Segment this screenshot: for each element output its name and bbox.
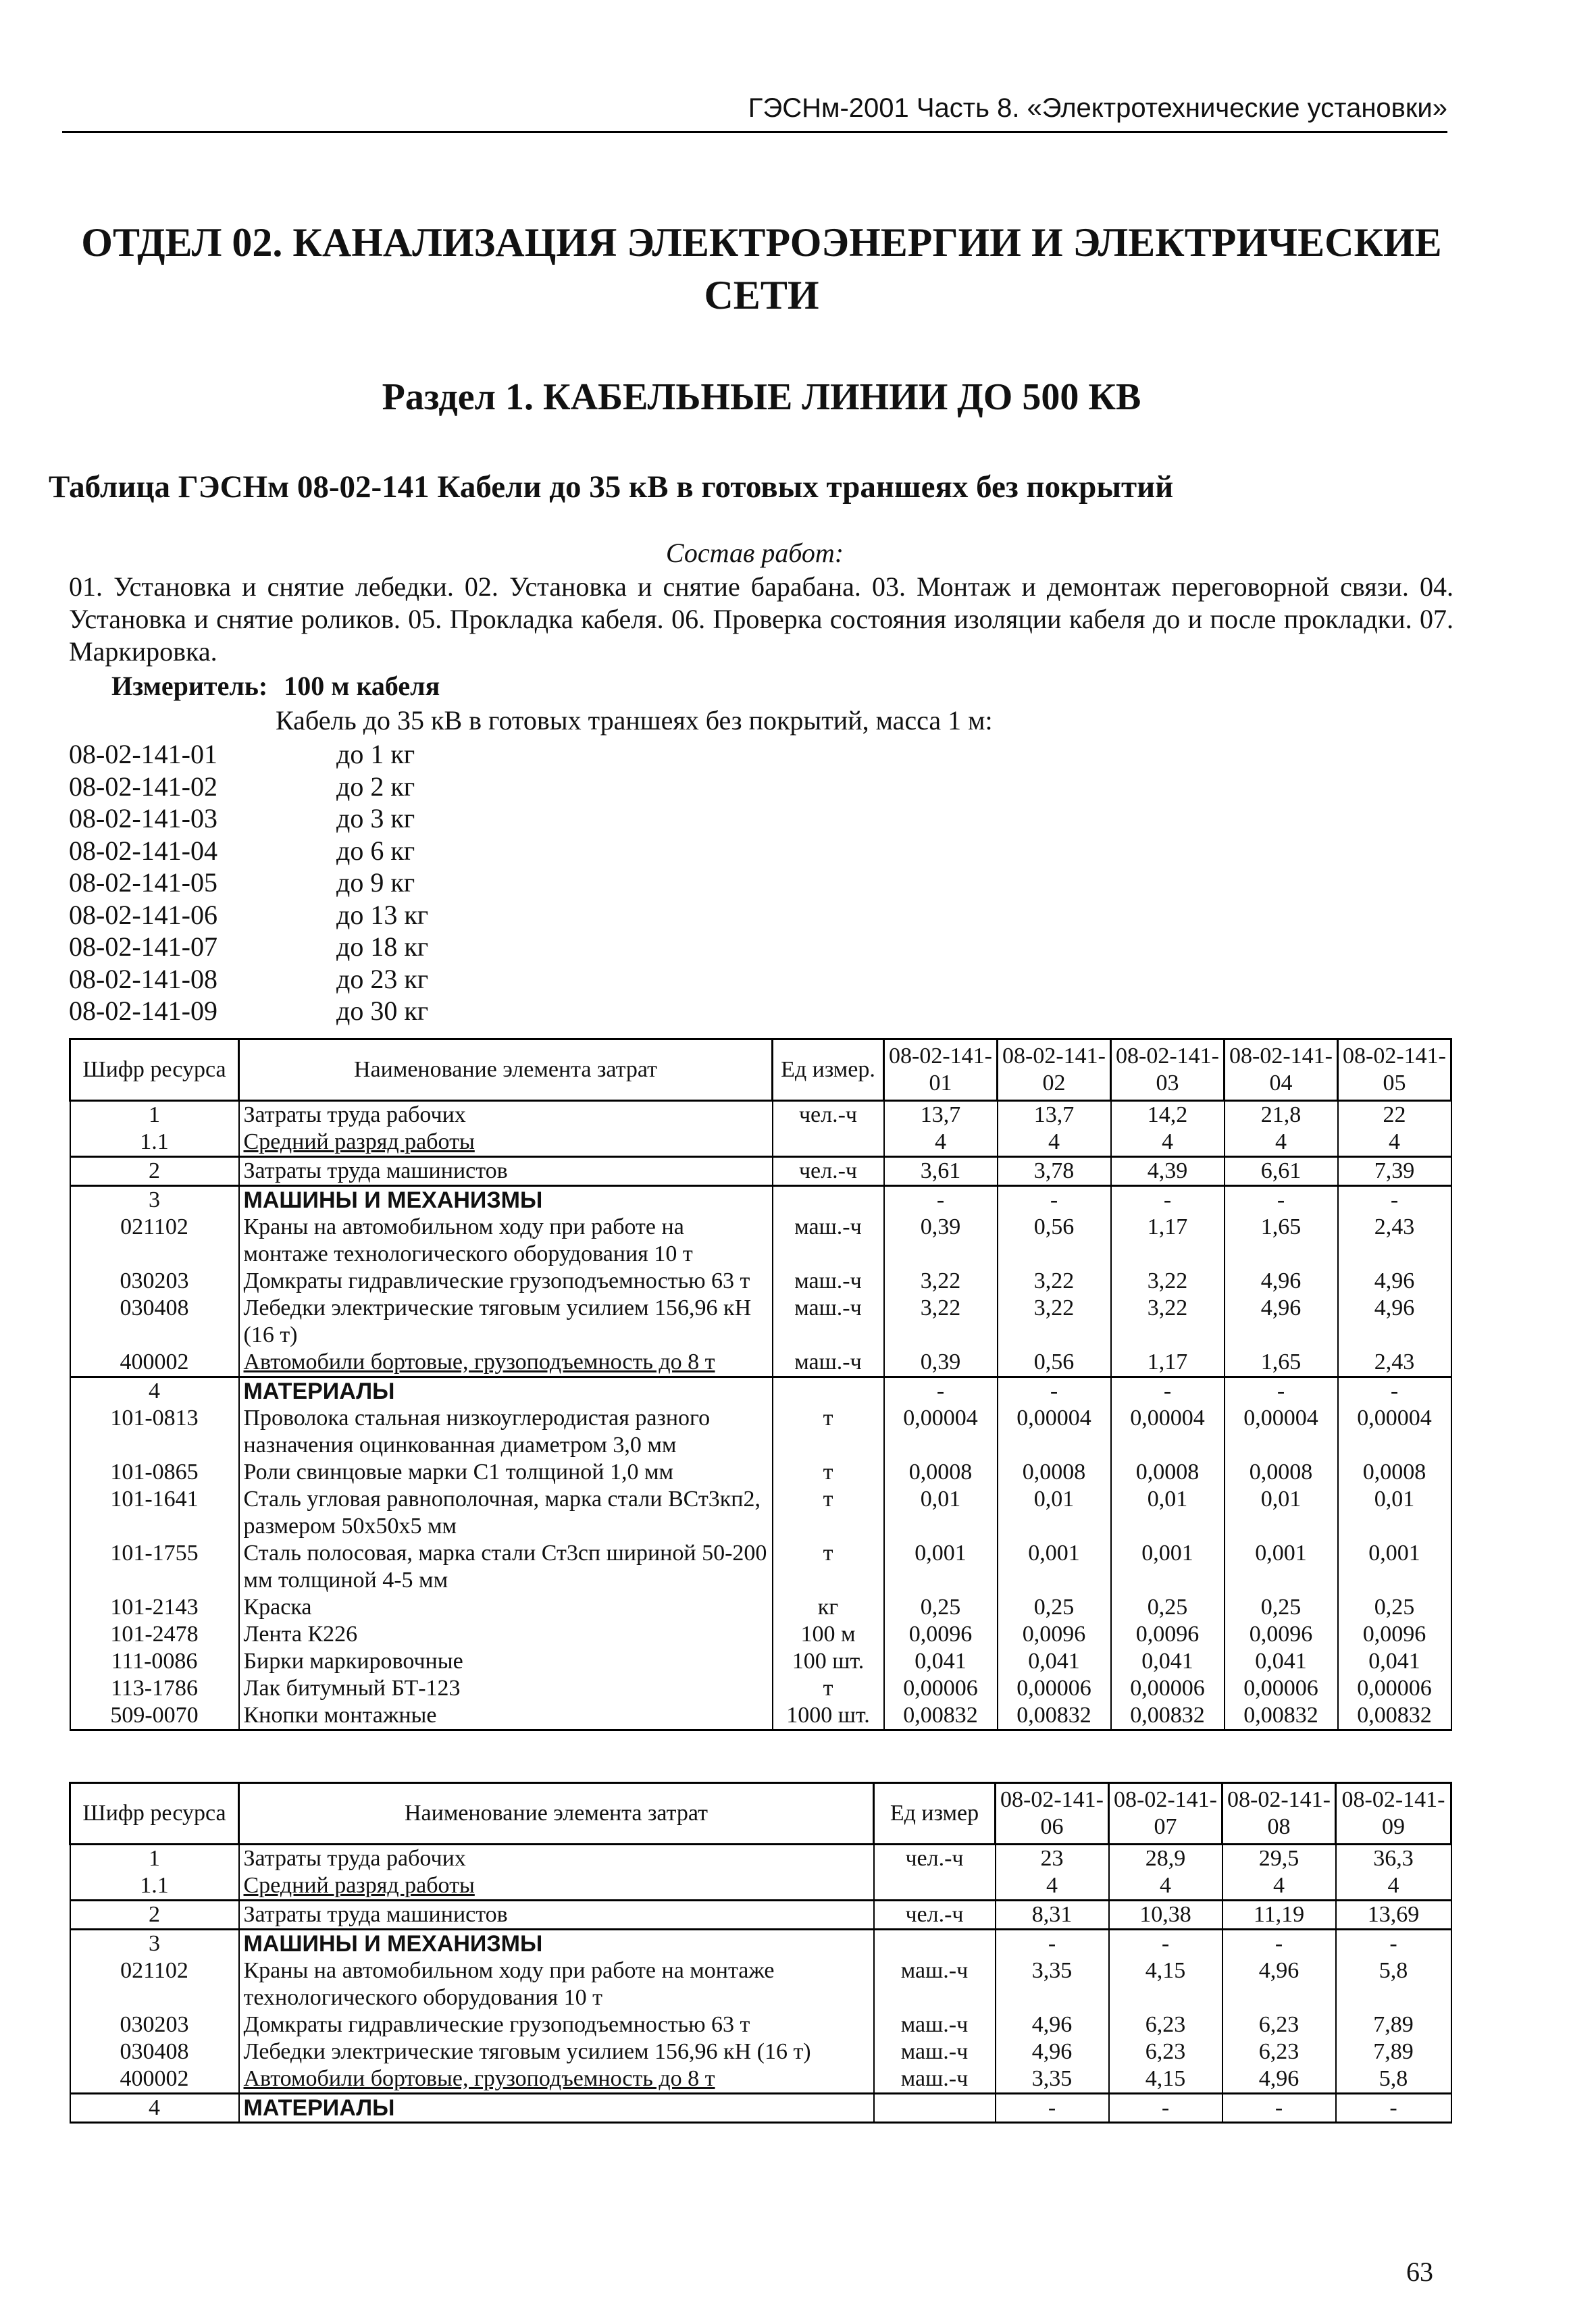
header-code-cell: 08-02-141-08 bbox=[1222, 1783, 1336, 1845]
resource-value: 0,00006 bbox=[1338, 1675, 1451, 1702]
resource-value: - bbox=[996, 2094, 1109, 2123]
resource-value: 0,041 bbox=[884, 1648, 998, 1675]
resource-name: Проволока стальная низкоуглеродистая разного назначения оцинкованная диаметром 3,0 мм bbox=[239, 1405, 773, 1459]
resource-value: 3,22 bbox=[1111, 1295, 1225, 1349]
resource-value: 3,22 bbox=[884, 1295, 998, 1349]
code-description: до 23 кг bbox=[336, 963, 429, 994]
code-number: 08-02-141-07 bbox=[69, 931, 217, 962]
resource-value: - bbox=[884, 1377, 998, 1406]
resource-value: 0,00832 bbox=[884, 1702, 998, 1730]
table-row bbox=[70, 2094, 1451, 2123]
table-row bbox=[70, 1459, 1451, 1486]
resource-value: - bbox=[1338, 1186, 1451, 1214]
resource-unit: т bbox=[773, 1459, 884, 1486]
header-code-cell: 08-02-141-01 bbox=[884, 1039, 998, 1101]
resource-value: 3,61 bbox=[884, 1157, 998, 1186]
table-row bbox=[70, 2011, 1451, 2038]
resource-code: 1.1 bbox=[70, 1129, 239, 1157]
resource-value: 0,00004 bbox=[1338, 1405, 1451, 1459]
resource-value: - bbox=[998, 1186, 1111, 1214]
header-code-cell: 08-02-141-06 bbox=[996, 1783, 1109, 1845]
code-row bbox=[69, 899, 428, 931]
table-row bbox=[70, 1930, 1451, 1958]
table-row bbox=[70, 1349, 1451, 1377]
resource-value: 3,22 bbox=[998, 1268, 1111, 1295]
resource-value: - bbox=[1109, 1930, 1222, 1958]
resource-value: 4,96 bbox=[1338, 1268, 1451, 1295]
header-cell: Шифр ресурса bbox=[70, 1783, 239, 1845]
resource-name: МАШИНЫ И МЕХАНИЗМЫ bbox=[239, 1930, 874, 1958]
resource-unit: т bbox=[773, 1486, 884, 1540]
resource-value: 0,00832 bbox=[1111, 1702, 1225, 1730]
resource-value: 2,43 bbox=[1338, 1349, 1451, 1377]
code-description: до 2 кг bbox=[336, 771, 415, 802]
resource-value: 4,39 bbox=[1111, 1157, 1225, 1186]
resource-value: 0,001 bbox=[884, 1540, 998, 1594]
resource-value: 0,00832 bbox=[998, 1702, 1111, 1730]
table-row bbox=[70, 1157, 1451, 1186]
code-row bbox=[69, 963, 428, 996]
resource-name: Сталь полосовая, марка стали Ст3сп шириной 50-200 мм толщиной 4-5 мм bbox=[239, 1540, 773, 1594]
code-description: до 6 кг bbox=[336, 835, 415, 866]
resource-value: 1,65 bbox=[1225, 1214, 1338, 1268]
table-row bbox=[70, 1295, 1451, 1349]
resource-value: 0,00832 bbox=[1225, 1702, 1338, 1730]
resource-value: 4 bbox=[1225, 1129, 1338, 1157]
resource-value: 6,23 bbox=[1222, 2011, 1336, 2038]
cable-intro: Кабель до 35 кВ в готовых траншеях без покрытий, масса 1 м: bbox=[276, 705, 993, 736]
resource-value: 0,01 bbox=[1338, 1486, 1451, 1540]
header-cell: Ед измер. bbox=[773, 1039, 884, 1101]
resource-code: 400002 bbox=[70, 1349, 239, 1377]
table-row bbox=[70, 2038, 1451, 2065]
resource-value: - bbox=[1109, 2094, 1222, 2123]
department-heading bbox=[62, 216, 1461, 322]
code-number: 08-02-141-08 bbox=[69, 963, 217, 994]
resource-value: 0,0008 bbox=[998, 1459, 1111, 1486]
resource-name: МАТЕРИАЛЫ bbox=[239, 1377, 773, 1406]
resource-value: 0,0008 bbox=[884, 1459, 998, 1486]
resource-unit: маш.-ч bbox=[773, 1268, 884, 1295]
code-row bbox=[69, 771, 428, 803]
resource-value: 0,01 bbox=[1225, 1486, 1338, 1540]
resource-value: 0,00004 bbox=[998, 1405, 1111, 1459]
resource-name: МАШИНЫ И МЕХАНИЗМЫ bbox=[239, 1186, 773, 1214]
resource-value: 4 bbox=[998, 1129, 1111, 1157]
resource-code: 030408 bbox=[70, 1295, 239, 1349]
resource-value: 0,0096 bbox=[1111, 1621, 1225, 1648]
resource-code: 113-1786 bbox=[70, 1675, 239, 1702]
resource-value: 0,0096 bbox=[1225, 1621, 1338, 1648]
resource-value: 0,01 bbox=[998, 1486, 1111, 1540]
resource-value: 4 bbox=[1336, 1872, 1451, 1901]
resource-name: Домкраты гидравлические грузоподъемностью 63 т bbox=[239, 2011, 874, 2038]
code-number: 08-02-141-01 bbox=[69, 739, 217, 769]
resource-code: 3 bbox=[70, 1930, 239, 1958]
table-heading: Таблица ГЭСНм 08-02-141 Кабели до 35 кВ в готовых траншеях без покрытий bbox=[49, 469, 1174, 505]
code-row bbox=[69, 995, 428, 1027]
table-row bbox=[70, 1405, 1451, 1459]
resource-unit: маш.-ч bbox=[773, 1295, 884, 1349]
code-row bbox=[69, 835, 428, 867]
resource-name: Домкраты гидравлические грузоподъемностью 63 т bbox=[239, 1268, 773, 1295]
resource-unit: т bbox=[773, 1540, 884, 1594]
resource-value: 0,041 bbox=[1111, 1648, 1225, 1675]
department-heading-line: ОТДЕЛ 02. КАНАЛИЗАЦИЯ ЭЛЕКТРОЭНЕРГИИ И ЭЛЕКТРИЧЕСКИЕ bbox=[81, 220, 1442, 265]
resource-value: 28,9 bbox=[1109, 1845, 1222, 1873]
resource-unit: маш.-ч bbox=[874, 2065, 996, 2094]
resource-code: 021102 bbox=[70, 1214, 239, 1268]
resource-value: 4 bbox=[1109, 1872, 1222, 1901]
table-row bbox=[70, 1957, 1451, 2011]
resource-unit bbox=[773, 1129, 884, 1157]
resource-value: 0,01 bbox=[884, 1486, 998, 1540]
table-row bbox=[70, 1129, 1451, 1157]
resource-unit bbox=[874, 1930, 996, 1958]
resource-code: 400002 bbox=[70, 2065, 239, 2094]
table-header-row bbox=[70, 1783, 1451, 1845]
resource-value: - bbox=[1336, 2094, 1451, 2123]
resource-unit: 100 шт. bbox=[773, 1648, 884, 1675]
resource-value: 0,001 bbox=[1111, 1540, 1225, 1594]
resource-value: 0,39 bbox=[884, 1349, 998, 1377]
resource-value: 0,00004 bbox=[884, 1405, 998, 1459]
resource-value: 36,3 bbox=[1336, 1845, 1451, 1873]
resource-code: 030203 bbox=[70, 1268, 239, 1295]
resource-code: 101-0813 bbox=[70, 1405, 239, 1459]
resource-value: - bbox=[1111, 1186, 1225, 1214]
resource-code: 2 bbox=[70, 1901, 239, 1930]
resource-value: 13,69 bbox=[1336, 1901, 1451, 1930]
table-row bbox=[70, 1675, 1451, 1702]
resource-value: - bbox=[998, 1377, 1111, 1406]
resource-name: Сталь угловая равнополочная, марка стали ВСт3кп2, размером 50х50х5 мм bbox=[239, 1486, 773, 1540]
resource-value: 0,0096 bbox=[1338, 1621, 1451, 1648]
resource-code: 3 bbox=[70, 1186, 239, 1214]
resource-name: Краны на автомобильном ходу при работе на монтаже технологического оборудования 10 т bbox=[239, 1214, 773, 1268]
resource-value: 10,38 bbox=[1109, 1901, 1222, 1930]
code-description: до 1 кг bbox=[336, 739, 415, 769]
resource-value: - bbox=[1225, 1377, 1338, 1406]
department-heading-line: СЕТИ bbox=[704, 273, 819, 317]
table-row bbox=[70, 1101, 1451, 1129]
resource-name: Краска bbox=[239, 1594, 773, 1621]
header-code-cell: 08-02-141-03 bbox=[1111, 1039, 1225, 1101]
resource-value: 4 bbox=[1338, 1129, 1451, 1157]
resource-value: 14,2 bbox=[1111, 1101, 1225, 1129]
table-row bbox=[70, 1268, 1451, 1295]
resource-name: Лента К226 bbox=[239, 1621, 773, 1648]
code-row bbox=[69, 931, 428, 963]
composition-title: Состав работ: bbox=[665, 538, 844, 568]
resource-value: 6,61 bbox=[1225, 1157, 1338, 1186]
resource-value: 21,8 bbox=[1225, 1101, 1338, 1129]
resource-value: - bbox=[1338, 1377, 1451, 1406]
code-description: до 9 кг bbox=[336, 867, 415, 898]
resource-value: 1,17 bbox=[1111, 1214, 1225, 1268]
resource-value: 3,22 bbox=[998, 1295, 1111, 1349]
resource-value: 0,25 bbox=[884, 1594, 998, 1621]
measure-label: Измеритель: bbox=[111, 671, 268, 701]
resource-value: 0,0008 bbox=[1338, 1459, 1451, 1486]
resource-value: 22 bbox=[1338, 1101, 1451, 1129]
resource-unit: 100 м bbox=[773, 1621, 884, 1648]
resource-unit: т bbox=[773, 1675, 884, 1702]
resource-value: 0,041 bbox=[1225, 1648, 1338, 1675]
resource-value: 0,0096 bbox=[884, 1621, 998, 1648]
resource-unit: кг bbox=[773, 1594, 884, 1621]
resource-table-2 bbox=[69, 1782, 1452, 2124]
resource-code: 101-0865 bbox=[70, 1459, 239, 1486]
resource-unit: чел.-ч bbox=[773, 1157, 884, 1186]
resource-value: 4,96 bbox=[1225, 1268, 1338, 1295]
resource-value: 0,0096 bbox=[998, 1621, 1111, 1648]
resource-unit: маш.-ч bbox=[773, 1349, 884, 1377]
code-description: до 13 кг bbox=[336, 899, 429, 930]
resource-value: 3,35 bbox=[996, 2065, 1109, 2094]
resource-name: Затраты труда машинистов bbox=[239, 1901, 874, 1930]
resource-value: 0,001 bbox=[998, 1540, 1111, 1594]
resource-value: 0,00006 bbox=[884, 1675, 998, 1702]
resource-value: 5,8 bbox=[1336, 1957, 1451, 2011]
resource-value: 0,56 bbox=[998, 1214, 1111, 1268]
header-code-cell: 08-02-141-09 bbox=[1336, 1783, 1451, 1845]
table-row bbox=[70, 1186, 1451, 1214]
resource-name: Лебедки электрические тяговым усилием 156,96 кН (16 т) bbox=[239, 1295, 773, 1349]
code-row bbox=[69, 802, 428, 835]
table-row bbox=[70, 1845, 1451, 1873]
resource-unit bbox=[773, 1186, 884, 1214]
resource-value: 11,19 bbox=[1222, 1901, 1336, 1930]
resource-value: 0,25 bbox=[1338, 1594, 1451, 1621]
table-row bbox=[70, 1540, 1451, 1594]
resource-unit: т bbox=[773, 1405, 884, 1459]
resource-value: 0,25 bbox=[1111, 1594, 1225, 1621]
resource-value: 0,00004 bbox=[1111, 1405, 1225, 1459]
resource-value: 2,43 bbox=[1338, 1214, 1451, 1268]
resource-name: Автомобили бортовые, грузоподъемность до 8 т bbox=[239, 1349, 773, 1377]
composition-text: 01. Установка и снятие лебедки. 02. Установка и снятие барабана. 03. Монтаж и демонтаж переговорной связи. 04. Установка и снятие роликов. 05. Прокладка кабеля. 06. Проверка состояния изоляции кабеля до и после прокладки. 07. Маркировка. bbox=[69, 571, 1453, 667]
resource-name: Бирки маркировочные bbox=[239, 1648, 773, 1675]
resource-value: 13,7 bbox=[884, 1101, 998, 1129]
resource-value: 0,041 bbox=[998, 1648, 1111, 1675]
table-row bbox=[70, 1648, 1451, 1675]
resource-value: 13,7 bbox=[998, 1101, 1111, 1129]
resource-value: 29,5 bbox=[1222, 1845, 1336, 1873]
resource-unit: маш.-ч bbox=[874, 2038, 996, 2065]
resource-name: Автомобили бортовые, грузоподъемность до 8 т bbox=[239, 2065, 874, 2094]
code-number: 08-02-141-05 bbox=[69, 867, 217, 898]
resource-value: 4 bbox=[884, 1129, 998, 1157]
resource-unit bbox=[874, 2094, 996, 2123]
resource-value: 0,25 bbox=[1225, 1594, 1338, 1621]
resource-value: 0,001 bbox=[1225, 1540, 1338, 1594]
resource-value: - bbox=[1222, 2094, 1336, 2123]
resource-code: 101-1641 bbox=[70, 1486, 239, 1540]
header-code-cell: 08-02-141-07 bbox=[1109, 1783, 1222, 1845]
resource-value: 0,00004 bbox=[1225, 1405, 1338, 1459]
resource-code: 111-0086 bbox=[70, 1648, 239, 1675]
resource-unit bbox=[874, 1872, 996, 1901]
resource-code: 101-2478 bbox=[70, 1621, 239, 1648]
page-number: 63 bbox=[1406, 2257, 1433, 2287]
resource-value: 0,25 bbox=[998, 1594, 1111, 1621]
code-description: до 30 кг bbox=[336, 996, 429, 1026]
resource-unit: чел.-ч bbox=[773, 1101, 884, 1129]
resource-value: 7,89 bbox=[1336, 2038, 1451, 2065]
header-cell: Ед измер bbox=[874, 1783, 996, 1845]
code-list bbox=[69, 738, 428, 1027]
resource-code: 101-1755 bbox=[70, 1540, 239, 1594]
table-row bbox=[70, 1594, 1451, 1621]
resource-value: 6,23 bbox=[1109, 2011, 1222, 2038]
resource-value: 7,89 bbox=[1336, 2011, 1451, 2038]
resource-name: Затраты труда рабочих bbox=[239, 1101, 773, 1129]
resource-code: 1.1 bbox=[70, 1872, 239, 1901]
code-description: до 18 кг bbox=[336, 931, 429, 962]
header-code-cell: 08-02-141-04 bbox=[1225, 1039, 1338, 1101]
table-row bbox=[70, 1486, 1451, 1540]
table-row bbox=[70, 1702, 1451, 1730]
resource-name: Затраты труда машинистов bbox=[239, 1157, 773, 1186]
code-number: 08-02-141-04 bbox=[69, 835, 217, 866]
resource-value: 3,78 bbox=[998, 1157, 1111, 1186]
resource-value: 6,23 bbox=[1222, 2038, 1336, 2065]
measure-value: 100 м кабеля bbox=[284, 671, 440, 701]
table-row bbox=[70, 1872, 1451, 1901]
resource-value: 4 bbox=[1222, 1872, 1336, 1901]
resource-code: 1 bbox=[70, 1845, 239, 1873]
section-heading: Раздел 1. КАБЕЛЬНЫЕ ЛИНИИ ДО 500 КВ bbox=[382, 376, 1141, 418]
resource-code: 101-2143 bbox=[70, 1594, 239, 1621]
resource-name: МАТЕРИАЛЫ bbox=[239, 2094, 874, 2123]
resource-value: 4,96 bbox=[1225, 1295, 1338, 1349]
code-row bbox=[69, 738, 428, 771]
resource-value: - bbox=[996, 1930, 1109, 1958]
code-description: до 3 кг bbox=[336, 803, 415, 833]
resource-value: - bbox=[1336, 1930, 1451, 1958]
code-row bbox=[69, 867, 428, 899]
table-row bbox=[70, 1377, 1451, 1406]
resource-value: - bbox=[1111, 1377, 1225, 1406]
resource-value: 4,96 bbox=[996, 2038, 1109, 2065]
resource-value: 0,00006 bbox=[1225, 1675, 1338, 1702]
resource-value: 0,01 bbox=[1111, 1486, 1225, 1540]
resource-unit: 1000 шт. bbox=[773, 1702, 884, 1730]
table-header-row bbox=[70, 1039, 1451, 1101]
resource-code: 2 bbox=[70, 1157, 239, 1186]
resource-value: 0,0008 bbox=[1111, 1459, 1225, 1486]
resource-table-1 bbox=[69, 1038, 1452, 1731]
resource-name: Лебедки электрические тяговым усилием 156,96 кН (16 т) bbox=[239, 2038, 874, 2065]
resource-value: 4,15 bbox=[1109, 2065, 1222, 2094]
resource-value: 0,39 bbox=[884, 1214, 998, 1268]
resource-value: 3,22 bbox=[884, 1268, 998, 1295]
resource-value: 3,22 bbox=[1111, 1268, 1225, 1295]
header-cell: Наименование элемента затрат bbox=[239, 1039, 773, 1101]
resource-value: 1,17 bbox=[1111, 1349, 1225, 1377]
resource-code: 4 bbox=[70, 2094, 239, 2123]
resource-value: 0,00832 bbox=[1338, 1702, 1451, 1730]
resource-value: 0,00006 bbox=[998, 1675, 1111, 1702]
resource-code: 030408 bbox=[70, 2038, 239, 2065]
resource-value: 4,15 bbox=[1109, 1957, 1222, 2011]
resource-name: Средний разряд работы bbox=[239, 1129, 773, 1157]
resource-value: - bbox=[884, 1186, 998, 1214]
resource-value: 0,041 bbox=[1338, 1648, 1451, 1675]
resource-value: 0,56 bbox=[998, 1349, 1111, 1377]
resource-code: 4 bbox=[70, 1377, 239, 1406]
resource-value: 6,23 bbox=[1109, 2038, 1222, 2065]
resource-name: Роли свинцовые марки С1 толщиной 1,0 мм bbox=[239, 1459, 773, 1486]
resource-name: Затраты труда рабочих bbox=[239, 1845, 874, 1873]
resource-value: 1,65 bbox=[1225, 1349, 1338, 1377]
table-row bbox=[70, 2065, 1451, 2094]
resource-value: - bbox=[1225, 1186, 1338, 1214]
table-row bbox=[70, 1214, 1451, 1268]
resource-value: 4,96 bbox=[1222, 1957, 1336, 2011]
header-cell: Шифр ресурса bbox=[70, 1039, 239, 1101]
resource-code: 030203 bbox=[70, 2011, 239, 2038]
resource-code: 1 bbox=[70, 1101, 239, 1129]
resource-value: 3,35 bbox=[996, 1957, 1109, 2011]
resource-unit: чел.-ч bbox=[874, 1845, 996, 1873]
resource-value: 0,001 bbox=[1338, 1540, 1451, 1594]
resource-value: 8,31 bbox=[996, 1901, 1109, 1930]
resource-value: 4 bbox=[1111, 1129, 1225, 1157]
measure-line bbox=[111, 670, 440, 702]
resource-value: 0,00006 bbox=[1111, 1675, 1225, 1702]
resource-unit: маш.-ч bbox=[773, 1214, 884, 1268]
resource-name: Кнопки монтажные bbox=[239, 1702, 773, 1730]
resource-name: Краны на автомобильном ходу при работе на монтаже технологического оборудования 10 т bbox=[239, 1957, 874, 2011]
resource-unit: маш.-ч bbox=[874, 2011, 996, 2038]
resource-code: 509-0070 bbox=[70, 1702, 239, 1730]
resource-value: 23 bbox=[996, 1845, 1109, 1873]
header-cell: Наименование элемента затрат bbox=[239, 1783, 874, 1845]
resource-unit bbox=[773, 1377, 884, 1406]
resource-value: 4,96 bbox=[1338, 1295, 1451, 1349]
resource-value: 0,0008 bbox=[1225, 1459, 1338, 1486]
resource-unit: маш.-ч bbox=[874, 1957, 996, 2011]
table-row bbox=[70, 1621, 1451, 1648]
resource-name: Средний разряд работы bbox=[239, 1872, 874, 1901]
code-number: 08-02-141-09 bbox=[69, 996, 217, 1026]
running-header: ГЭСНм-2001 Часть 8. «Электротехнические установки» bbox=[748, 93, 1447, 123]
resource-value: 7,39 bbox=[1338, 1157, 1451, 1186]
code-number: 08-02-141-03 bbox=[69, 803, 217, 833]
code-number: 08-02-141-02 bbox=[69, 771, 217, 802]
resource-unit: чел.-ч bbox=[874, 1901, 996, 1930]
resource-name: Лак битумный БТ-123 bbox=[239, 1675, 773, 1702]
resource-value: 4,96 bbox=[1222, 2065, 1336, 2094]
code-number: 08-02-141-06 bbox=[69, 899, 217, 930]
header-code-cell: 08-02-141-05 bbox=[1338, 1039, 1451, 1101]
resource-value: 4,96 bbox=[996, 2011, 1109, 2038]
header-code-cell: 08-02-141-02 bbox=[998, 1039, 1111, 1101]
table-row bbox=[70, 1901, 1451, 1930]
resource-value: - bbox=[1222, 1930, 1336, 1958]
resource-value: 5,8 bbox=[1336, 2065, 1451, 2094]
header-rule bbox=[62, 131, 1447, 133]
resource-code: 021102 bbox=[70, 1957, 239, 2011]
resource-value: 4 bbox=[996, 1872, 1109, 1901]
